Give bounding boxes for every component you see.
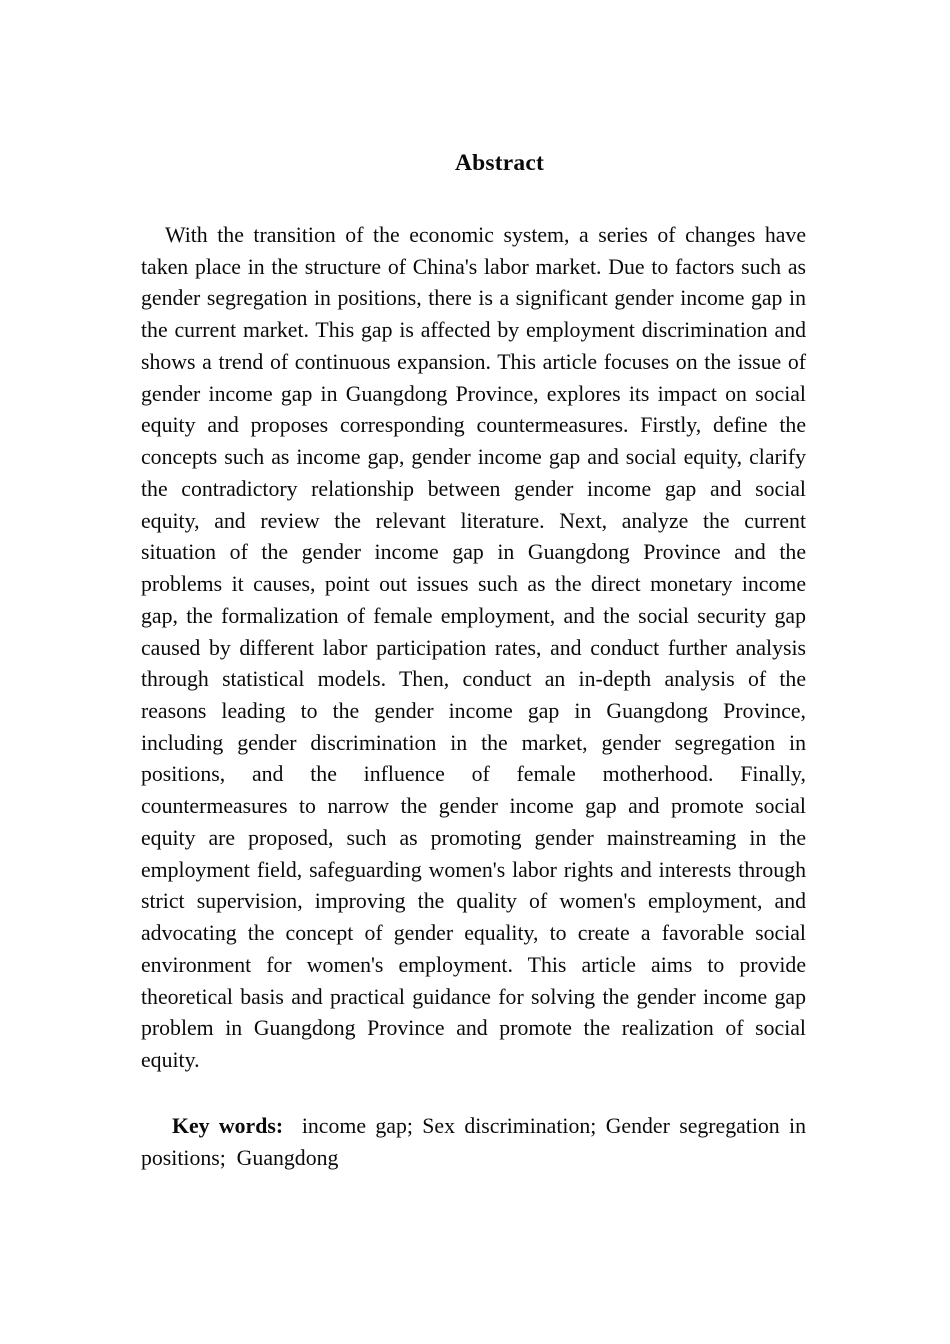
keywords-text: income gap; Sex discrimination; Gender segregation in positions; Guangdong (141, 1113, 812, 1170)
keywords-line (141, 1111, 812, 1174)
abstract-section (141, 0, 812, 1174)
keywords-label: Key words: (172, 1113, 284, 1138)
page-title: Abstract (454, 150, 545, 176)
abstract-paragraph: With the transition of the economic system, a series of changes have taken place in the structure of China's labor market. Due to factors such as gender segregation in positions, there is a significant gender income gap in the current market. This gap is affected by employment discrimination and shows a trend of continuous expansion. This article focuses on the issue of gender income gap in Guangdong Province, explores its impact on social equity and proposes corresponding countermeasures. Firstly, define the concepts such as income gap, gender income gap and social equity, clarify the contradictory relationship between gender income gap and social equity, and review the relevant literature. Next, analyze the current situation of the gender income gap in Guangdong Province and the problems it causes, point out issues such as the direct monetary income gap, the formalization of female employment, and the social security gap caused by different labor participation rates, and conduct further analysis through statistical models. Then, conduct an in-depth analysis of the reasons leading to the gender income gap in Guangdong Province, including gender discrimination in the market, gender segregation in positions, and the influence of female motherhood. Finally, countermeasures to narrow the gender income gap and promote social equity are proposed, such as promoting gender mainstreaming in the employment field, safeguarding women's labor rights and interests through strict supervision, improving the quality of women's employment, and advocating the concept of gender equality, to create a favorable social environment for women's employment. This article aims to provide theoretical basis and practical guidance for solving the gender income gap problem in Guangdong Province and promote the realization of social equity. (141, 223, 806, 1073)
